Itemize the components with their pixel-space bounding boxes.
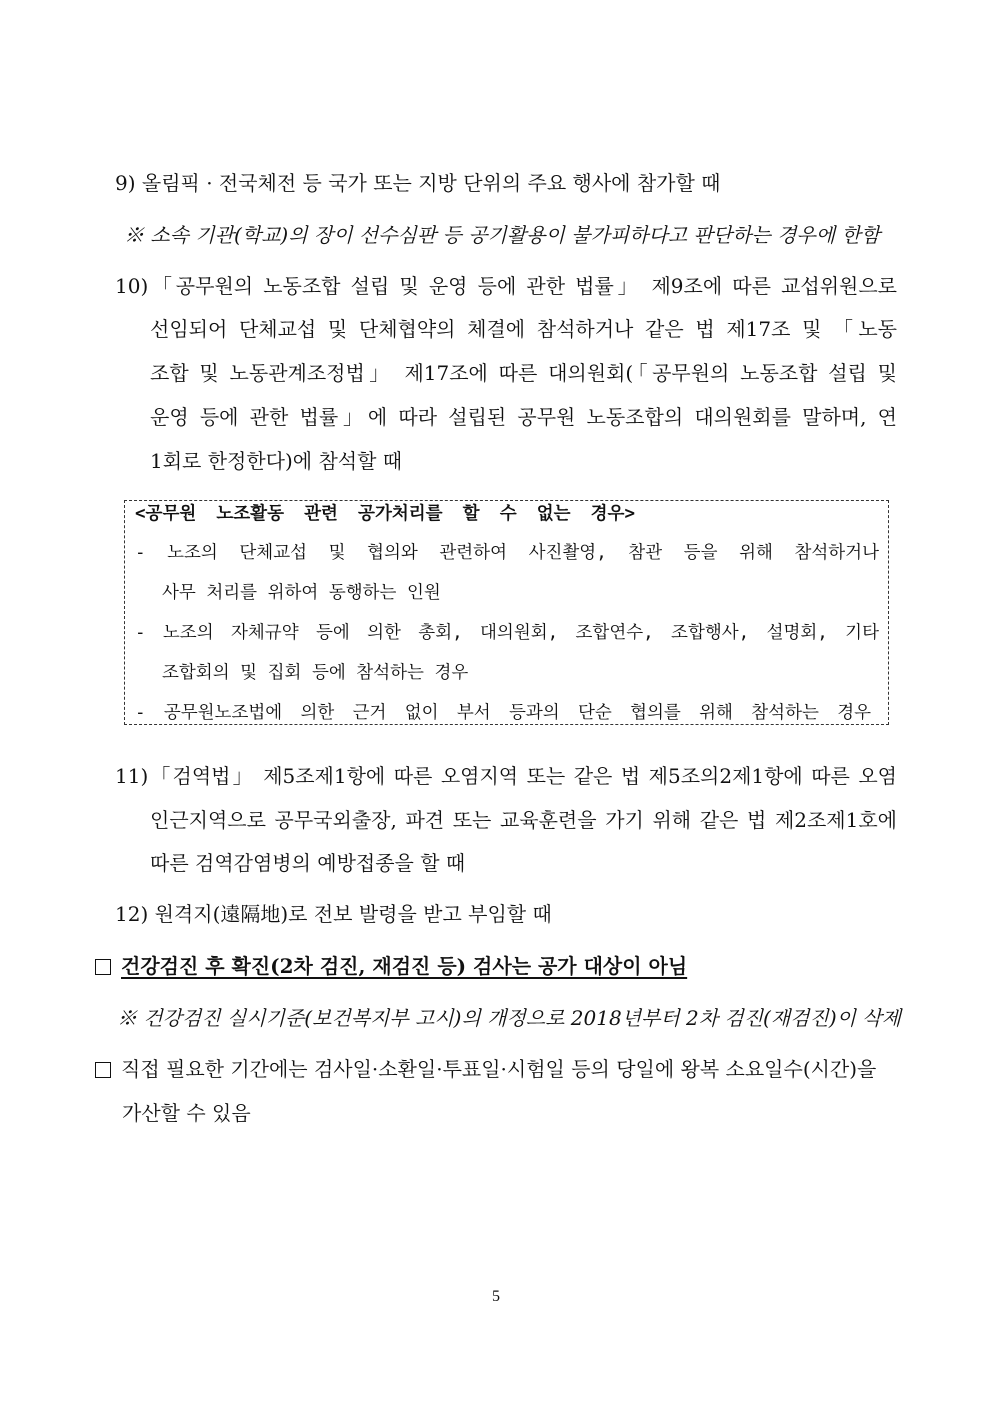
item-9-note: ※ 소속 기관(학교)의 장이 선수심판 등 공기활용이 불가피하다고 판단하는 경우에 한함	[124, 223, 881, 247]
item-11-line-2: 인근지역으로 공무국외출장, 파견 또는 교육훈련을 가기 위해 같은 법 제2조제1호에	[150, 808, 897, 832]
box-line-2: 사무 처리를 위하여 동행하는 인원	[162, 583, 441, 603]
checkbox-square-icon	[95, 1062, 111, 1078]
box-line-3: - 노조의 자체규약 등에 의한 총회, 대의원회, 조합연수, 조합행사, 설명회, 기타	[135, 623, 879, 643]
box-line-1: - 노조의 단체교섭 및 협의와 관련하여 사진촬영, 참관 등을 위해 참석하거나	[135, 543, 879, 563]
item-11-line-1: 11)「검역법」 제5조제1항에 따른 오염지역 또는 같은 법 제5조의2제1항에 따른 오염	[115, 764, 897, 788]
page-number: 5	[492, 1288, 500, 1305]
section-heading-text: 건강검진 후 확진(2차 검진, 재검진 등) 검사는 공가 대상이 아님	[121, 954, 688, 978]
checkbox-square-icon	[95, 959, 111, 975]
item-10-line-5: 1회로 한정한다)에 참석할 때	[150, 449, 403, 473]
item-10-line-1: 10)「공무원의 노동조합 설립 및 운영 등에 관한 법률」 제9조에 따른 교섭위원으로	[115, 274, 897, 298]
item-11-line-3: 따른 검역감염병의 예방접종을 할 때	[150, 851, 466, 875]
item-10-line-3: 조합 및 노동관계조정법」 제17조에 따른 대의원회(「공무원의 노동조합 설립 및	[150, 361, 897, 385]
item-10-line-4: 운영 등에 관한 법률」에 따라 설립된 공무원 노동조합의 대의원회를 말하며, 연	[150, 405, 897, 429]
box-title: <공무원 노조활동 관련 공가처리를 할 수 없는 경우>	[135, 504, 635, 524]
union-activity-box	[124, 500, 889, 725]
item-12: 12) 원격지(遠隔地)로 전보 발령을 받고 부임할 때	[115, 902, 552, 926]
section-heading	[95, 952, 687, 980]
item-10-line-2: 선임되어 단체교섭 및 단체협약의 체결에 참석하거나 같은 법 제17조 및 「노동	[150, 317, 897, 341]
paragraph-line-2: 가산할 수 있음	[122, 1101, 251, 1125]
box-line-4: 조합회의 및 집회 등에 참석하는 경우	[162, 663, 469, 683]
paragraph-line-1: 직접 필요한 기간에는 검사일·소환일·투표일·시험일 등의 당일에 왕복 소요일수(시간)을	[121, 1057, 877, 1081]
paragraph-line-1-wrap	[95, 1055, 897, 1083]
item-9: 9) 올림픽 · 전국체전 등 국가 또는 지방 단위의 주요 행사에 참가할 때	[115, 171, 721, 195]
box-line-5: - 공무원노조법에 의한 근거 없이 부서 등과의 단순 협의를 위해 참석하는 경우	[135, 703, 871, 723]
heading-note: ※ 건강검진 실시기준(보건복지부 고시)의 개정으로 2018년부터 2차 검진(재검진)이 삭제	[117, 1006, 901, 1030]
